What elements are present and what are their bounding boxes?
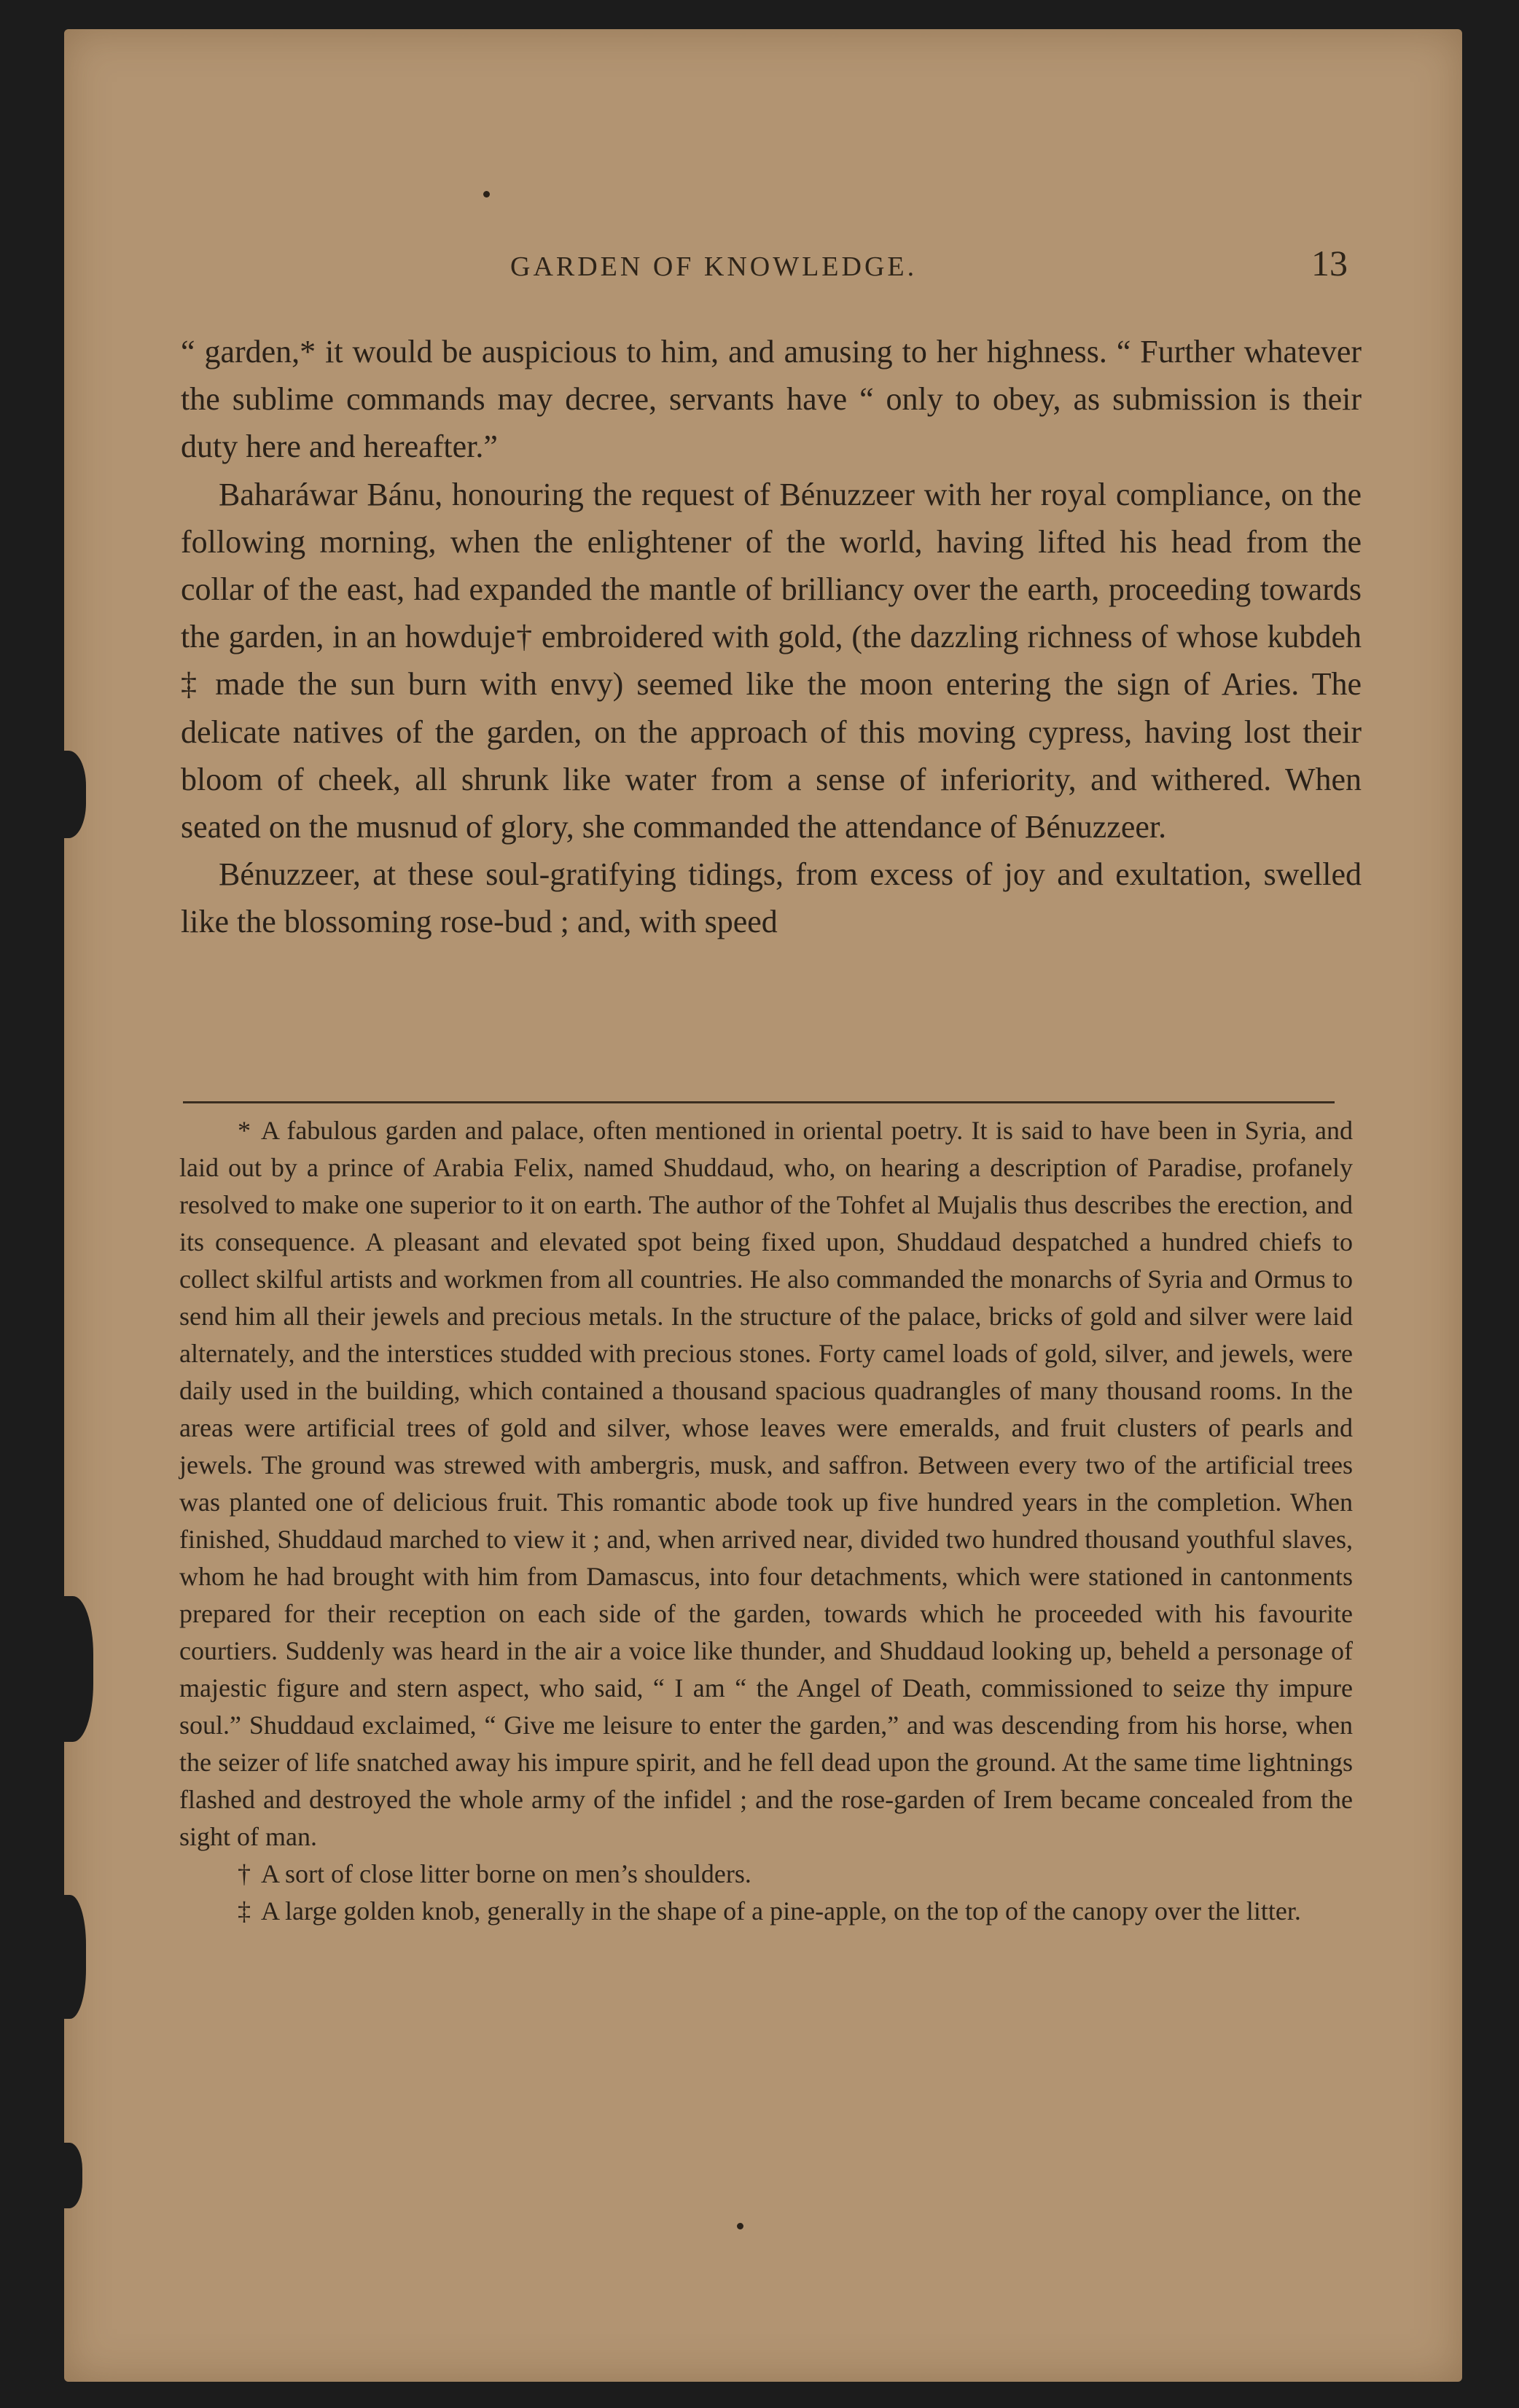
footnote-text: A fabulous garden and palace, often mentioned in oriental poetry. It is said to have been in Syria, and laid out by a prince of Arabia Felix, named Shuddaud, who, on hearing a description of Paradise, profanely resolved to make one superior to it on earth. The author of the Tohfet al Mujalis thus describes the erection, and its consequence. A pleasant and elevated spot being fixed upon, Shuddaud despatched a hundred chiefs to collect skilful artists and workmen from all countries. He also commanded the monarchs of Syria and Ormus to send him all their jewels and precious metals. In the structure of the palace, bricks of gold and silver were laid alternately, and the interstices studded with precious stones. Forty camel loads of gold, silver, and jewels, were daily used in the building, which contained a thousand spacious quadrangles of many thousand rooms. In the areas were artificial trees of gold and silver, whose leaves were emeralds, and fruit clusters of pearls and jewels. The ground was strewed with ambergris, musk, and saffron. Between every two of the artificial trees was planted one of delicious fruit. This romantic abode took up five hundred years in the completion. When finished, Shuddaud marched to view it ; and, when arrived near, divided two hundred thousand youthful slaves, whom he had brought with him from Damascus, into four detachments, which were stationed in cantonments prepared for their reception on each side of the garden, towards which he proceeded with his favourite courtiers. Suddenly was heard in the air a voice like thunder, and Shuddaud looking up, beheld a personage of majestic figure and stern aspect, who said, “ I am “ the Angel of Death, commissioned to seize thy impure soul.” Shuddaud exclaimed, “ Give me leisure to enter the garden,” and was descending from his horse, when the seizer of life snatched away his impure spirit, and he fell dead upon the ground. At the same time lightnings flashed and destroyed the whole army of the infidel ; and the rose-garden of Irem became concealed from the sight of man. [179, 1116, 1353, 1851]
footnote-text: A sort of close litter borne on men’s shoulders. [261, 1859, 751, 1888]
footnote-mark: † [238, 1859, 251, 1888]
footnote [179, 1856, 1353, 1893]
footnote-mark: * [238, 1116, 251, 1145]
footnote [179, 1112, 1353, 1856]
torn-edge [46, 1895, 86, 2019]
main-text [181, 328, 1362, 946]
footnotes [179, 1112, 1353, 1930]
torn-edge [42, 751, 86, 838]
footnote-rule [183, 1101, 1335, 1103]
ink-speck [483, 191, 490, 198]
scanned-page [64, 29, 1462, 2382]
paragraph: Bénuzzeer, at these soul-gratifying tidings, from excess of joy and exultation, swelled like the blossoming rose-bud ; and, with speed [181, 856, 1362, 940]
torn-edge [42, 1596, 93, 1742]
paragraph: “ garden,* it would be auspicious to him, and amusing to her highness. “ Further whatever the sublime commands may decree, servants have “ only to obey, as submission is their duty here and hereafter.” [181, 334, 1362, 465]
running-head: GARDEN OF KNOWLEDGE. [510, 251, 918, 282]
page-header [64, 242, 1462, 286]
torn-edge [50, 2143, 82, 2208]
footnote-mark: ‡ [238, 1896, 251, 1926]
footnote [179, 1893, 1353, 1930]
paragraph: Baharáwar Bánu, honouring the request of Bénuzzeer with her royal compliance, on the following morning, when the enlightener of the world, having lifted his head from the collar of the east, had expanded the mantle of brilliancy over the earth, proceeding towards the garden, in an howduje† embroidered with gold, (the dazzling richness of whose kubdeh ‡ made the sun burn with envy) seemed like the moon entering the sign of Aries. The delicate natives of the garden, on the approach of this moving cypress, having lost their bloom of cheek, all shrunk like water from a sense of inferiority, and withered. When seated on the musnud of glory, she commanded the attendance of Bénuzzeer. [181, 476, 1362, 845]
footnote-text: A large golden knob, generally in the shape of a pine-apple, on the top of the canopy over the litter. [261, 1896, 1301, 1926]
ink-speck [737, 2223, 743, 2229]
page-number: 13 [1311, 243, 1348, 284]
